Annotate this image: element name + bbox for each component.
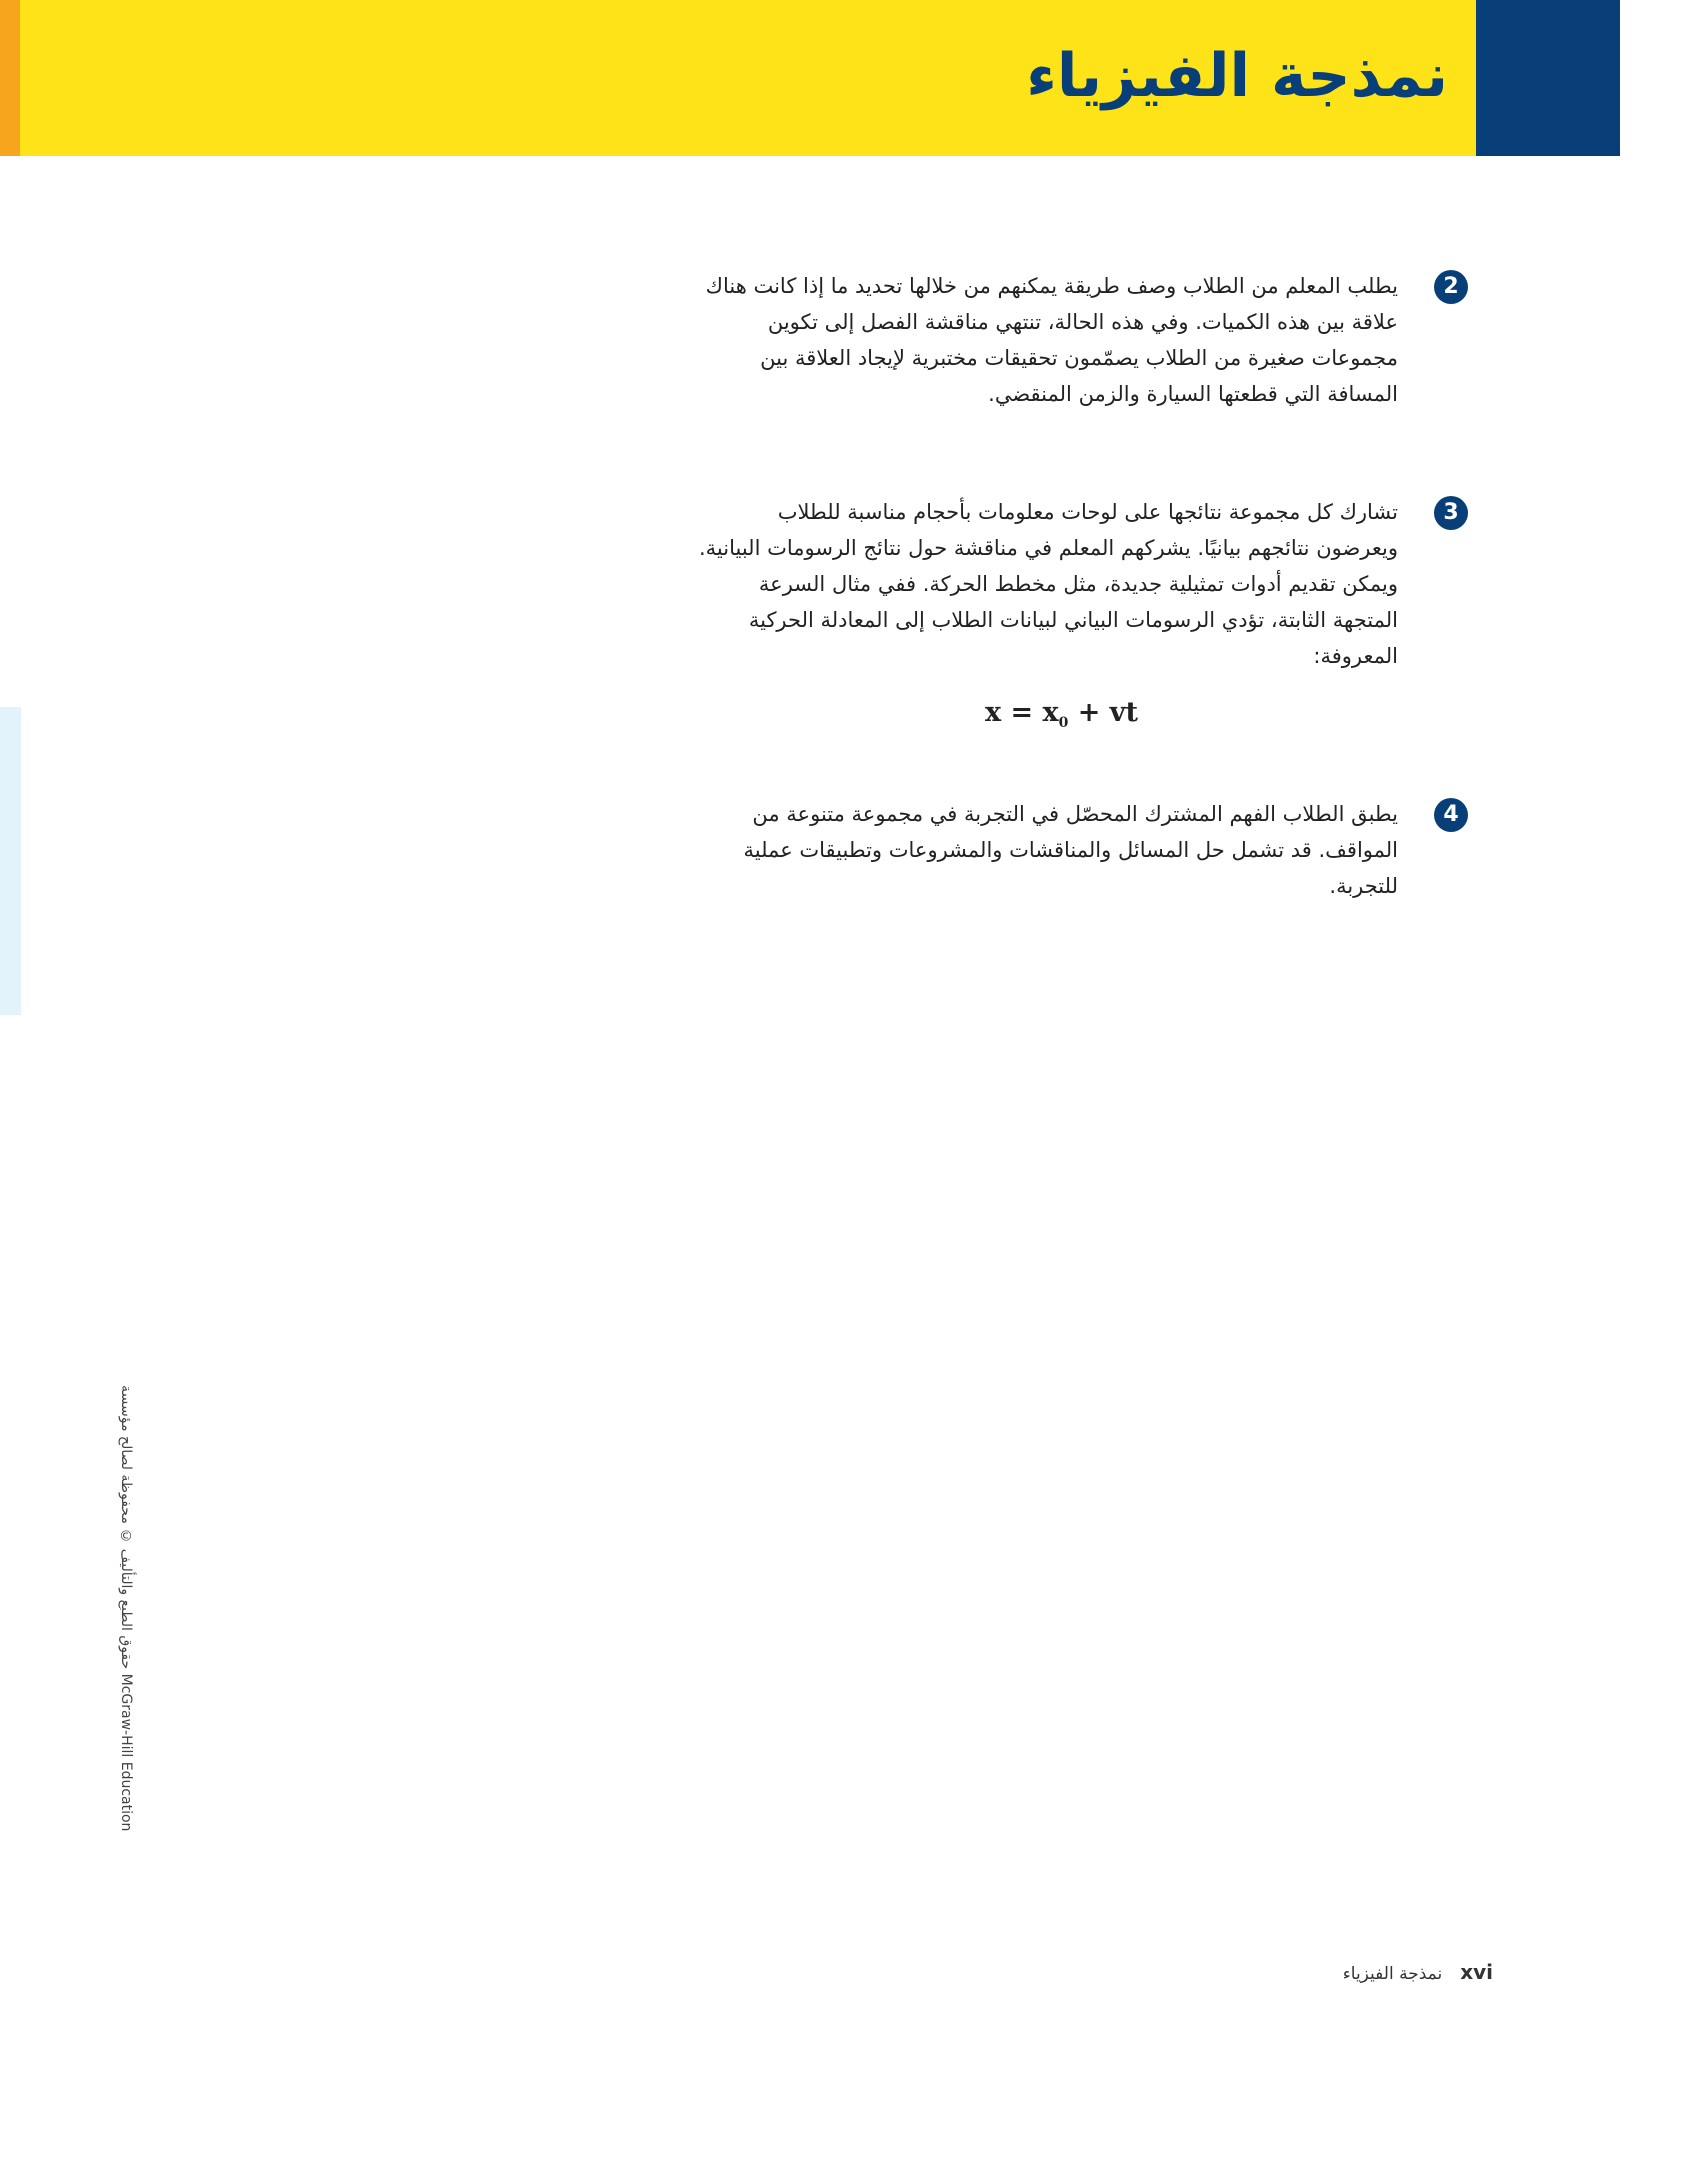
equation-subscript: 0 <box>1058 715 1069 731</box>
item-number-badge: 4 <box>1434 798 1468 832</box>
page-title: نمذجة الفيزياء <box>1026 41 1448 111</box>
item-text: تشارك كل مجموعة نتائجها على لوحات معلومات بأحجام مناسبة للطلاب ويعرضون نتائجهم بيانيًا. يشركهم المعلم في مناقشة حول نتائج الرسومات البيانية. ويمكن تقديم أدوات تمثيلية جديدة، مثل مخطط الحركة. ففي مثال السرعة المتجهة الثابتة، تؤدي الرسومات البياني لبيانات الطلاب إلى المعادلة الحركية المعروفة: <box>698 500 1398 668</box>
item-number-badge: 3 <box>1434 496 1468 530</box>
item-number-badge: 2 <box>1434 270 1468 304</box>
equation-lhs: x = x <box>985 697 1059 728</box>
item-text: يطلب المعلم من الطلاب وصف طريقة يمكنهم من خلالها تحديد ما إذا كانت هناك علاقة بين هذه الكميات. وفي هذه الحالة، تنتهي مناقشة الفصل إلى تكوين مجموعات صغيرة من الطلاب يصمّمون تحقيقات مختبرية لإيجاد العلاقة بين المسافة التي قطعتها السيارة والزمن المنقضي. <box>705 274 1398 406</box>
page-number: xvi <box>1460 1960 1493 1984</box>
equation-rhs: + vt <box>1068 697 1138 728</box>
list-item <box>698 796 1459 904</box>
copyright-notice: حقوق الطبع والتأليف © محفوظة لصالح مؤسسة McGraw-Hill Education <box>118 1385 134 1832</box>
footer-title: نمذجة الفيزياء <box>1342 1964 1443 1984</box>
header-orange-accent <box>0 0 20 156</box>
list-item <box>698 494 1459 674</box>
motion-equation <box>985 697 1138 731</box>
list-item <box>698 268 1459 412</box>
header-blue-accent <box>1476 0 1620 156</box>
item-text: يطبق الطلاب الفهم المشترك المحصّل في التجربة في مجموعة متنوعة من المواقف. قد تشمل حل المسائل والمناقشات والمشروعات وتطبيقات عملية للتجربة. <box>743 802 1398 898</box>
page-footer <box>1343 1960 1493 1984</box>
side-strip <box>0 707 21 1015</box>
